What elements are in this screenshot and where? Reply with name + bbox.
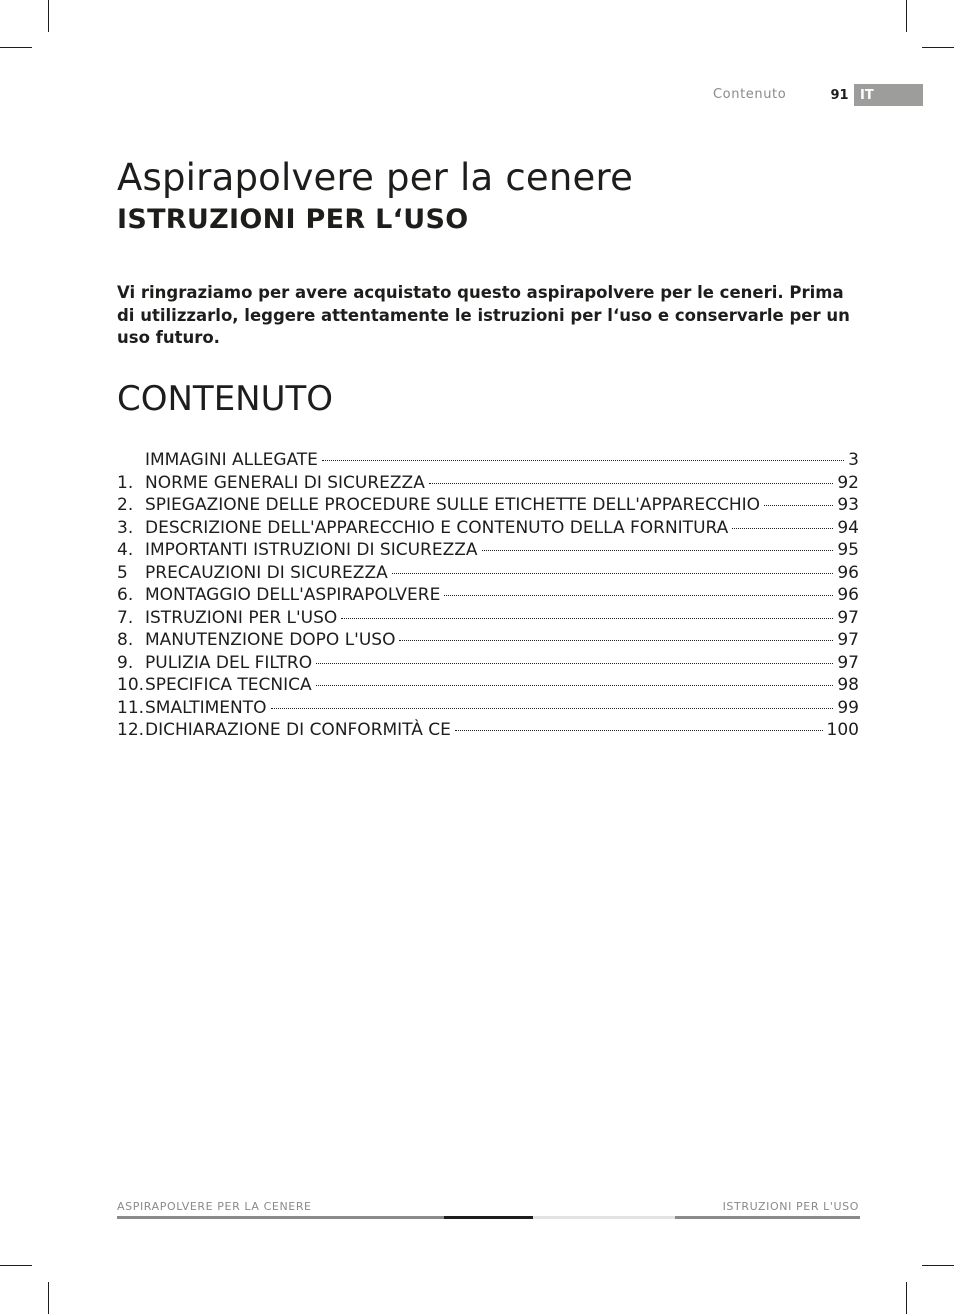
toc-heading: CONTENUTO xyxy=(117,379,334,419)
footer-left-label: ASPIRAPOLVERE PER LA CENERE xyxy=(117,1200,312,1213)
toc-entry-title: SPECIFICA TECNICA xyxy=(145,675,312,695)
document-title: Aspirapolvere per la cenere xyxy=(117,156,634,199)
toc-entry-page: 94 xyxy=(837,517,859,538)
toc-leader-dots xyxy=(271,708,834,709)
toc-entry-number: 4. xyxy=(117,540,134,560)
toc-leader-dots xyxy=(399,640,833,641)
toc-entry-number: 8. xyxy=(117,630,134,650)
toc-entry[interactable] xyxy=(117,698,859,721)
toc-entry-title: MONTAGGIO DELL'ASPIRAPOLVERE xyxy=(145,585,441,605)
language-code: IT xyxy=(860,87,874,103)
crop-mark xyxy=(922,1265,954,1266)
crop-mark xyxy=(922,47,954,48)
toc-entry-page: 100 xyxy=(826,720,859,740)
toc-entry[interactable] xyxy=(117,563,859,586)
toc-entry[interactable] xyxy=(117,495,859,518)
toc-entry[interactable] xyxy=(117,675,859,698)
toc-entry-title: IMPORTANTI ISTRUZIONI DI SICUREZZA xyxy=(145,540,478,560)
toc-entry-number: 12. xyxy=(117,720,145,740)
toc-entry[interactable] xyxy=(117,630,859,653)
toc-entry-page: 95 xyxy=(837,540,859,560)
toc-entry-number: 1. xyxy=(117,472,134,493)
page-number: 91 xyxy=(825,84,854,106)
toc-entry-title: ISTRUZIONI PER L'USO xyxy=(145,607,338,628)
toc-entry-title: DESCRIZIONE DELL'APPARECCHIO E CONTENUTO DELLA FORNITURA xyxy=(145,517,729,538)
toc-entry-page: 97 xyxy=(837,630,859,650)
toc-entry-page: 96 xyxy=(837,562,859,583)
toc-entry-page: 3 xyxy=(848,450,859,470)
header-page-tab xyxy=(825,84,923,106)
footer-bar-segment xyxy=(533,1216,675,1219)
toc-leader-dots xyxy=(316,685,834,686)
crop-mark xyxy=(48,1282,49,1314)
footer-bar-segment xyxy=(675,1216,860,1219)
document-subtitle: ISTRUZIONI PER L‘USO xyxy=(117,204,469,235)
crop-mark xyxy=(48,0,49,32)
toc-leader-dots xyxy=(732,528,833,529)
crop-mark xyxy=(0,1265,32,1266)
toc-leader-dots xyxy=(322,460,844,461)
toc-entry-number: 6. xyxy=(117,585,134,605)
toc-entry-page: 98 xyxy=(837,675,859,695)
toc-entry-page: 97 xyxy=(837,607,859,628)
toc-leader-dots xyxy=(455,730,823,731)
crop-mark xyxy=(906,0,907,32)
toc-entry-title: MANUTENZIONE DOPO L'USO xyxy=(145,630,396,650)
footer-bar-segment xyxy=(444,1216,533,1219)
toc-entry-title: PRECAUZIONI DI SICUREZZA xyxy=(145,562,388,583)
toc-entry-page: 99 xyxy=(837,697,859,718)
toc-entry[interactable] xyxy=(117,473,859,496)
toc-entry-number: 7. xyxy=(117,607,134,628)
crop-mark xyxy=(0,47,32,48)
toc-entry-number: 11. xyxy=(117,697,145,718)
toc-leader-dots xyxy=(429,483,834,484)
toc-entry-page: 92 xyxy=(837,472,859,493)
toc-leader-dots xyxy=(316,663,833,664)
toc-entry[interactable] xyxy=(117,585,859,608)
toc-leader-dots xyxy=(444,595,833,596)
toc-entry-page: 93 xyxy=(837,495,859,515)
toc-entry-number: 10. xyxy=(117,675,145,695)
toc-entry[interactable] xyxy=(117,608,859,631)
footer-bar-segment xyxy=(117,1216,444,1219)
toc-entry-number: 9. xyxy=(117,652,134,673)
toc-entry[interactable] xyxy=(117,450,859,473)
toc-entry-title: DICHIARAZIONE DI CONFORMITÀ CE xyxy=(145,720,451,740)
toc-entry[interactable] xyxy=(117,518,859,541)
toc-entry-page: 97 xyxy=(837,652,859,673)
toc-entry-number: 2. xyxy=(117,495,134,515)
toc-leader-dots xyxy=(392,573,834,574)
toc-entry-number: 5 xyxy=(117,562,128,583)
intro-paragraph: Vi ringraziamo per avere acquistato questo aspirapolvere per le ceneri. Prima di utilizzarlo, leggere attentamente le istruzioni per l‘uso e conservarle per un uso futuro. xyxy=(117,283,850,347)
toc-entry-title: NORME GENERALI DI SICUREZZA xyxy=(145,472,425,493)
toc-entry-title: IMMAGINI ALLEGATE xyxy=(145,450,318,470)
toc-entry-title: SMALTIMENTO xyxy=(145,697,267,718)
crop-mark xyxy=(906,1282,907,1314)
toc-leader-dots xyxy=(482,550,834,551)
toc-entry-number: 3. xyxy=(117,517,134,538)
toc-entry-title: SPIEGAZIONE DELLE PROCEDURE SULLE ETICHETTE DELL'APPARECCHIO xyxy=(145,495,761,515)
toc-entry[interactable] xyxy=(117,720,859,743)
toc-entry-title: PULIZIA DEL FILTRO xyxy=(145,652,313,673)
toc-leader-dots xyxy=(764,505,833,506)
toc-list xyxy=(117,450,859,743)
header-section-label: Contenuto xyxy=(713,87,787,102)
toc-leader-dots xyxy=(341,618,833,619)
footer-right-label: ISTRUZIONI PER L'USO xyxy=(722,1200,859,1213)
toc-entry[interactable] xyxy=(117,540,859,563)
toc-entry[interactable] xyxy=(117,653,859,676)
toc-entry-page: 96 xyxy=(837,585,859,605)
